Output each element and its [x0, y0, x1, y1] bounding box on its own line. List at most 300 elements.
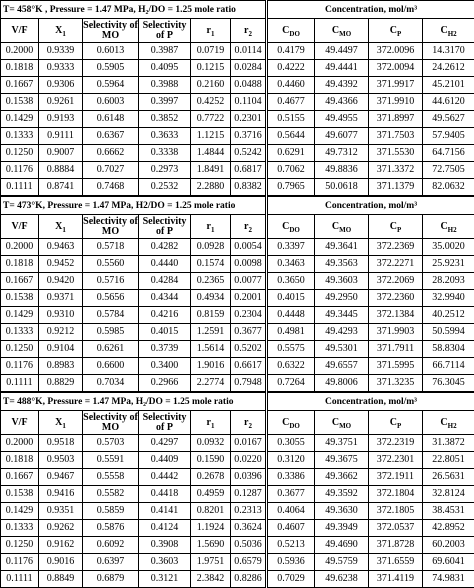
table-cell: 0.2001 [231, 290, 267, 307]
table-cell: 40.2512 [423, 307, 474, 324]
table-cell: 371.6559 [369, 554, 423, 571]
table-cell: 60.2003 [423, 537, 474, 554]
table-cell: 0.1333 [1, 520, 39, 537]
table-cell: 0.9193 [39, 111, 83, 128]
table-cell: 0.5575 [267, 341, 315, 358]
table-cell: 0.5155 [267, 111, 315, 128]
table-cell: 371.9903 [369, 324, 423, 341]
table-cell: 0.1176 [1, 358, 39, 375]
table-cell: 0.5582 [83, 486, 139, 503]
table-cell: 0.7027 [83, 162, 139, 179]
table-cell: 0.5644 [267, 128, 315, 145]
table-title: T= 458°K , Pressure = 1.47 MPa, H₂/DO = 1.25 mole ratio [1, 1, 267, 19]
table-cell: 0.0932 [191, 435, 231, 452]
table-cell: 0.6879 [83, 571, 139, 588]
table-cell: 0.2301 [231, 111, 267, 128]
table-cell: 371.5995 [369, 358, 423, 375]
table-cell: 0.1429 [1, 503, 39, 520]
table-cell: 0.1250 [1, 341, 39, 358]
table-cell: 0.8741 [39, 179, 83, 196]
table-cell: 0.4015 [139, 324, 191, 341]
table-cell: 0.8983 [39, 358, 83, 375]
table-cell: 0.8159 [191, 307, 231, 324]
table-cell: 0.8286 [231, 571, 267, 588]
table-cell: 372.1804 [369, 486, 423, 503]
table-cell: 49.3949 [315, 520, 369, 537]
table-cell: 0.8829 [39, 375, 83, 392]
column-header: Selectivity of P [139, 19, 191, 43]
table-row [1, 60, 474, 77]
table-row [1, 307, 474, 324]
table-cell: 0.9016 [39, 554, 83, 571]
table-row [1, 162, 474, 179]
table-cell: 49.3592 [315, 486, 369, 503]
table-title: T= 488°K, Pressure = 1.47 MPa, H₂/DO = 1.25 mole ratio [1, 393, 267, 411]
table-cell: 32.9940 [423, 290, 474, 307]
table-cell: 372.0537 [369, 520, 423, 537]
concentration-label: Concentration, mol/m³ [267, 393, 474, 411]
table-cell: 0.1215 [191, 60, 231, 77]
column-header: $X_1$ [39, 411, 83, 435]
table-row [1, 435, 474, 452]
table-cell: 372.2319 [369, 435, 423, 452]
table-cell: 0.6291 [267, 145, 315, 162]
table-title-row [1, 1, 474, 19]
table-cell: 0.5716 [83, 273, 139, 290]
table-cell: 0.3677 [231, 324, 267, 341]
table-cell: 0.4284 [139, 273, 191, 290]
table-cell: 49.8006 [315, 375, 369, 392]
table-cell: 0.6003 [83, 94, 139, 111]
table-cell: 0.1667 [1, 469, 39, 486]
table-cell: 64.7156 [423, 145, 474, 162]
table-cell: 0.1111 [1, 375, 39, 392]
table-cell: 0.4015 [267, 290, 315, 307]
table-cell: 49.4441 [315, 60, 369, 77]
table-cell: 371.1379 [369, 179, 423, 196]
table-cell: 0.1111 [1, 179, 39, 196]
table-row [1, 503, 474, 520]
table-cell: 69.6041 [423, 554, 474, 571]
table-cell: 0.3716 [231, 128, 267, 145]
table-cell: 49.7312 [315, 145, 369, 162]
table-cell: 372.2301 [369, 452, 423, 469]
table-cell: 0.1538 [1, 94, 39, 111]
table-row [1, 358, 474, 375]
table-cell: 0.5213 [267, 537, 315, 554]
table-cell: 0.5718 [83, 239, 139, 256]
table-cell: 0.5591 [83, 452, 139, 469]
table-title: T= 473°K, Pressure = 1.47 MPa, H2/DO = 1.25 mole ratio [1, 197, 267, 215]
table-cell: 0.9416 [39, 486, 83, 503]
table-cell: 0.9212 [39, 324, 83, 341]
table-cell: 49.3445 [315, 307, 369, 324]
table-cell: 371.9910 [369, 94, 423, 111]
table-cell: 0.2000 [1, 239, 39, 256]
table-cell: 57.9405 [423, 128, 474, 145]
column-header: $C_{MO}$ [315, 411, 369, 435]
table-cell: 0.5202 [231, 341, 267, 358]
table-cell: 0.9111 [39, 128, 83, 145]
table-cell: 49.8836 [315, 162, 369, 179]
table-cell: 49.4955 [315, 111, 369, 128]
column-header: $r_1$ [191, 215, 231, 239]
table-cell: 58.8304 [423, 341, 474, 358]
table-cell: 372.0096 [369, 43, 423, 60]
column-header: $r_1$ [191, 411, 231, 435]
table-cell: 0.4179 [267, 43, 315, 60]
table-cell: 0.9420 [39, 273, 83, 290]
table-cell: 82.0632 [423, 179, 474, 196]
table-cell: 371.9917 [369, 77, 423, 94]
table-row [1, 128, 474, 145]
table-cell: 14.3170 [423, 43, 474, 60]
table-cell: 0.6013 [83, 43, 139, 60]
column-header: $C_{H2}$ [423, 19, 474, 43]
column-header: $C_P$ [369, 215, 423, 239]
table-cell: 0.4297 [139, 435, 191, 452]
table-cell: 0.9007 [39, 145, 83, 162]
table-cell: 0.2532 [139, 179, 191, 196]
table-row [1, 273, 474, 290]
table-cell: 0.9104 [39, 341, 83, 358]
table-cell: 0.3852 [139, 111, 191, 128]
column-header: $X_1$ [39, 215, 83, 239]
table-cell: 26.5631 [423, 469, 474, 486]
table-cell: 0.3633 [139, 128, 191, 145]
table-cell: 0.0054 [231, 239, 267, 256]
table-cell: 0.5036 [231, 537, 267, 554]
table-cell: 0.6600 [83, 358, 139, 375]
column-header: $X_1$ [39, 19, 83, 43]
table-cell: 0.0077 [231, 273, 267, 290]
table-cell: 0.9162 [39, 537, 83, 554]
table-cell: 0.3908 [139, 537, 191, 554]
table-cell: 49.3662 [315, 469, 369, 486]
concentration-label: Concentration, mol/m³ [267, 1, 474, 19]
table-cell: 0.1590 [191, 452, 231, 469]
table-cell: 1.1924 [191, 520, 231, 537]
table-title-row [1, 197, 474, 215]
table-cell: 1.9016 [191, 358, 231, 375]
table-cell: 0.3121 [139, 571, 191, 588]
table-cell: 0.5905 [83, 60, 139, 77]
column-header: $r_1$ [191, 19, 231, 43]
table-cell: 372.1805 [369, 503, 423, 520]
table-cell: 0.6148 [83, 111, 139, 128]
table-cell: 0.1818 [1, 452, 39, 469]
table-row [1, 94, 474, 111]
column-header: Selectivity of P [139, 411, 191, 435]
table-cell: 0.1429 [1, 307, 39, 324]
table-cell: 0.9262 [39, 520, 83, 537]
table-cell: 0.0220 [231, 452, 267, 469]
column-header: $r_2$ [231, 411, 267, 435]
table-cell: 371.3235 [369, 375, 423, 392]
table-cell: 49.3751 [315, 435, 369, 452]
table-cell: 0.8201 [191, 503, 231, 520]
table-cell: 0.4448 [267, 307, 315, 324]
table-cell: 0.5656 [83, 290, 139, 307]
table-cell: 0.4344 [139, 290, 191, 307]
table-cell: 49.6077 [315, 128, 369, 145]
column-header: $C_{MO}$ [315, 19, 369, 43]
table-cell: 0.4095 [139, 60, 191, 77]
table-cell: 0.7029 [267, 571, 315, 588]
table-cell: 0.7034 [83, 375, 139, 392]
table-cell: 0.1176 [1, 554, 39, 571]
table-cell: 0.2313 [231, 503, 267, 520]
table-cell: 0.6397 [83, 554, 139, 571]
table-row [1, 324, 474, 341]
table-cell: 0.3987 [139, 43, 191, 60]
table-cell: 0.6662 [83, 145, 139, 162]
table-cell: 0.4124 [139, 520, 191, 537]
column-header: Selectivity of MO [83, 19, 138, 41]
table-cell: 0.9503 [39, 452, 83, 469]
table-cell: 0.8382 [231, 179, 267, 196]
table-cell: 24.2612 [423, 60, 474, 77]
table-cell: 0.3055 [267, 435, 315, 452]
table-cell: 0.3739 [139, 341, 191, 358]
table-cell: 0.3400 [139, 358, 191, 375]
table-cell: 0.7264 [267, 375, 315, 392]
table-cell: 0.3603 [139, 554, 191, 571]
table-cell: 49.4293 [315, 324, 369, 341]
table-cell: 0.0284 [231, 60, 267, 77]
table-cell: 1.5614 [191, 341, 231, 358]
table-cell: 371.4119 [369, 571, 423, 588]
table-cell: 1.5690 [191, 537, 231, 554]
table-cell: 0.3677 [267, 486, 315, 503]
table-row [1, 537, 474, 554]
table-cell: 0.3624 [231, 520, 267, 537]
table-cell: 0.3386 [267, 469, 315, 486]
column-header: Selectivity of P [139, 215, 191, 239]
table-cell: 0.8849 [39, 571, 83, 588]
data-table-1 [0, 0, 474, 196]
table-cell: 45.2101 [423, 77, 474, 94]
table-cell: 0.4409 [139, 452, 191, 469]
table-cell: 0.0167 [231, 435, 267, 452]
table-cell: 0.0098 [231, 256, 267, 273]
table-cell: 0.1818 [1, 60, 39, 77]
table-cell: 0.5936 [267, 554, 315, 571]
table-cell: 371.5530 [369, 145, 423, 162]
table-cell: 49.2950 [315, 290, 369, 307]
table-cell: 0.6817 [231, 162, 267, 179]
table-cell: 0.2678 [191, 469, 231, 486]
table-cell: 372.2069 [369, 273, 423, 290]
table-cell: 0.4460 [267, 77, 315, 94]
column-header: $C_P$ [369, 19, 423, 43]
table-cell: 0.5964 [83, 77, 139, 94]
table-cell: 0.4064 [267, 503, 315, 520]
table-cell: 0.2160 [191, 77, 231, 94]
table-row [1, 486, 474, 503]
table-cell: 0.9463 [39, 239, 83, 256]
table-cell: 0.8884 [39, 162, 83, 179]
table-cell: 0.1538 [1, 486, 39, 503]
table-cell: 0.6579 [231, 554, 267, 571]
table-header-row [1, 215, 474, 239]
column-header: Selectivity of MO [83, 411, 138, 433]
column-header: $C_{DO}$ [267, 19, 315, 43]
table-cell: 66.7114 [423, 358, 474, 375]
table-cell: 0.2973 [139, 162, 191, 179]
table-cell: 0.6322 [267, 358, 315, 375]
column-header: $C_{DO}$ [267, 215, 315, 239]
table-cell: 0.7948 [231, 375, 267, 392]
table-row [1, 179, 474, 196]
table-cell: 2.3842 [191, 571, 231, 588]
table-cell: 371.8997 [369, 111, 423, 128]
table-cell: 0.3650 [267, 273, 315, 290]
table-cell: 0.2365 [191, 273, 231, 290]
table-cell: 0.6617 [231, 358, 267, 375]
table-cell: 0.6092 [83, 537, 139, 554]
table-cell: 0.3397 [267, 239, 315, 256]
table-cell: 0.5558 [83, 469, 139, 486]
table-row [1, 469, 474, 486]
table-cell: 0.1104 [231, 94, 267, 111]
table-cell: 0.5560 [83, 256, 139, 273]
table-cell: 0.4607 [267, 520, 315, 537]
table-cell: 49.5759 [315, 554, 369, 571]
table-row [1, 571, 474, 588]
table-cell: 2.2774 [191, 375, 231, 392]
table-cell: 0.2966 [139, 375, 191, 392]
table-cell: 0.9351 [39, 503, 83, 520]
table-cell: 0.9339 [39, 43, 83, 60]
data-table-3 [0, 392, 474, 588]
table-cell: 0.2304 [231, 307, 267, 324]
table-cell: 28.2093 [423, 273, 474, 290]
table-cell: 0.0114 [231, 43, 267, 60]
table-cell: 0.9452 [39, 256, 83, 273]
table-cell: 0.1250 [1, 537, 39, 554]
table-row [1, 341, 474, 358]
table-cell: 0.9261 [39, 94, 83, 111]
table-row [1, 290, 474, 307]
table-row [1, 520, 474, 537]
column-header: Selectivity of MO [83, 215, 138, 237]
table-cell: 49.3563 [315, 256, 369, 273]
table-cell: 1.1215 [191, 128, 231, 145]
column-header: V/F [1, 19, 39, 43]
table-cell: 74.9831 [423, 571, 474, 588]
table-cell: 372.1384 [369, 307, 423, 324]
table-cell: 0.1538 [1, 290, 39, 307]
table-cell: 49.4497 [315, 43, 369, 60]
table-cell: 0.1176 [1, 162, 39, 179]
table-title-row [1, 393, 474, 411]
table-cell: 372.2271 [369, 256, 423, 273]
table-cell: 0.2000 [1, 43, 39, 60]
table-cell: 2.2880 [191, 179, 231, 196]
table-cell: 0.4282 [139, 239, 191, 256]
table-cell: 76.3045 [423, 375, 474, 392]
table-cell: 49.5301 [315, 341, 369, 358]
table-cell: 44.6120 [423, 94, 474, 111]
table-cell: 0.2000 [1, 435, 39, 452]
table-cell: 372.1911 [369, 469, 423, 486]
table-cell: 49.3641 [315, 239, 369, 256]
table-cell: 371.7503 [369, 128, 423, 145]
table-cell: 1.9751 [191, 554, 231, 571]
table-cell: 49.4392 [315, 77, 369, 94]
table-cell: 49.4690 [315, 537, 369, 554]
table-cell: 0.9310 [39, 307, 83, 324]
table-cell: 0.5703 [83, 435, 139, 452]
table-cell: 31.3872 [423, 435, 474, 452]
table-cell: 0.1429 [1, 111, 39, 128]
column-header: $r_2$ [231, 215, 267, 239]
table-cell: 0.3463 [267, 256, 315, 273]
table-cell: 0.7965 [267, 179, 315, 196]
column-header: V/F [1, 411, 39, 435]
table-cell: 35.0020 [423, 239, 474, 256]
column-header: $C_{H2}$ [423, 215, 474, 239]
table-cell: 0.7722 [191, 111, 231, 128]
column-header: $C_{MO}$ [315, 215, 369, 239]
table-cell: 0.7062 [267, 162, 315, 179]
data-table-2 [0, 196, 474, 392]
column-header: V/F [1, 215, 39, 239]
concentration-label: Concentration, mol/m³ [267, 197, 474, 215]
table-cell: 0.0396 [231, 469, 267, 486]
table-cell: 0.1333 [1, 324, 39, 341]
table-cell: 0.4216 [139, 307, 191, 324]
table-cell: 371.7911 [369, 341, 423, 358]
table-cell: 49.3630 [315, 503, 369, 520]
table-cell: 0.4418 [139, 486, 191, 503]
table-cell: 49.3675 [315, 452, 369, 469]
table-cell: 0.6367 [83, 128, 139, 145]
table-cell: 50.5994 [423, 324, 474, 341]
table-cell: 0.4222 [267, 60, 315, 77]
table-cell: 0.4252 [191, 94, 231, 111]
table-header-row [1, 411, 474, 435]
table-cell: 0.1667 [1, 77, 39, 94]
table-cell: 1.4844 [191, 145, 231, 162]
table-cell: 0.3988 [139, 77, 191, 94]
table-cell: 49.4366 [315, 94, 369, 111]
table-cell: 0.4442 [139, 469, 191, 486]
table-cell: 0.0719 [191, 43, 231, 60]
table-cell: 72.7505 [423, 162, 474, 179]
table-cell: 372.2360 [369, 290, 423, 307]
table-row [1, 256, 474, 273]
table-cell: 0.5876 [83, 520, 139, 537]
table-row [1, 554, 474, 571]
table-cell: 0.7468 [83, 179, 139, 196]
table-cell: 25.9231 [423, 256, 474, 273]
table-cell: 1.2591 [191, 324, 231, 341]
table-cell: 50.0618 [315, 179, 369, 196]
table-cell: 0.1111 [1, 571, 39, 588]
table-cell: 0.1250 [1, 145, 39, 162]
table-cell: 0.5859 [83, 503, 139, 520]
table-cell: 0.1818 [1, 256, 39, 273]
table-cell: 0.4959 [191, 486, 231, 503]
table-cell: 0.9467 [39, 469, 83, 486]
table-cell: 0.5784 [83, 307, 139, 324]
table-cell: 372.0094 [369, 60, 423, 77]
table-cell: 0.9518 [39, 435, 83, 452]
table-cell: 22.8051 [423, 452, 474, 469]
table-cell: 0.1667 [1, 273, 39, 290]
